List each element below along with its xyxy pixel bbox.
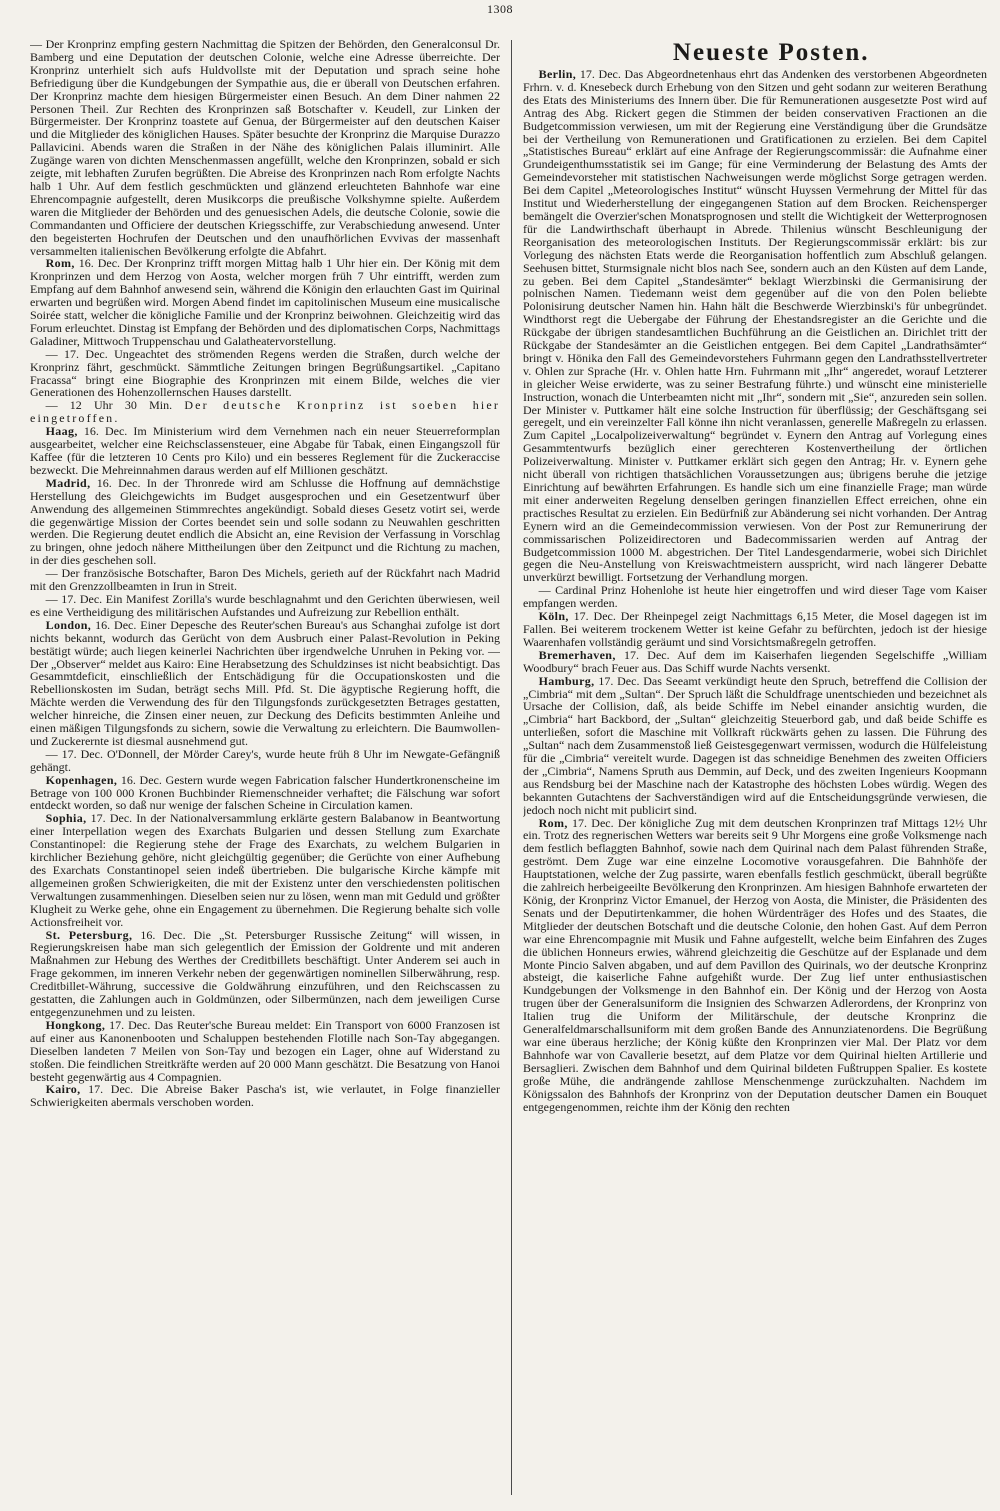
news-item [523,68,987,584]
news-item [523,610,987,649]
article-text: — Der französische Botschafter, Baron Des Michels, gerieth auf der Rückfahrt nach Madrid mit den Grenzzollbeamten in Irun in Streit. [30,566,500,594]
news-item [523,675,987,817]
news-item [523,584,987,610]
article-text: 16. Dec. Gestern wurde wegen Fabrication falscher Hundertkronenscheine im Betrage von 100 000 Kronen Buchbinder Riemenschneider verhaftet; die Fälschung war sofort entdeckt worden, so daß nur wenige der falschen Scheine in Circulation kamen. [30,772,500,813]
article-text: 16. Dec. In der Thronrede wird am Schlusse die Hoffnung auf demnächstige Herstellung des Gleichgewichts im Budget ausgesprochen und ein Gesetzentwurf über Anwendung des allgemeinen Stimmrechtes angekündigt. Sobald dieses Gesetz votirt sei, werde die gegenwärtige Mission der Cortes beendet sein und solle sodann zu Neuwahlen geschritten werden. Die Regierung deutet endlich die Absicht an, eine Revision der Verfassung in Vorschlag zu bringen, ohne jedoch nähere Mittheilungen über den Zeitpunct und die Richtung zu machen, in der dies geschehen soll. [30,475,500,568]
news-item [30,348,500,400]
dateline: Kairo, [45,1082,81,1097]
section-heading: Neueste Posten. [672,39,870,66]
dateline: Bremerhaven, [538,647,616,662]
article-text: — Der Kronprinz empfing gestern Nachmittag die Spitzen der Behörden, den Generalconsul Dr. Bamberg und eine Deputation der deutschen Colonie, welche eine Adresse überreichte. Der Kronprinz unterhielt sich aufs Huldvollste mit der Deputation und sprach seine hohe Befriedigung über die Kundgebungen der Sympathie aus, die er überall von Deutschen erfahren. Der Kronprinz machte dem hiesigen Bürgermeister einen Besuch. An dem Diner nahmen 22 Personen Theil. Zur Rechten des Kronprinzen saß Botschafter v. Keudell, zur Linken der Bürgermeister. Der Kronprinz toastete auf Genua, der Bürgermeister auf den deutschen Kaiser und die Mitglieder des königlichen Hauses. Später besuchte der Kronprinz die Marquise Durazzo Pallavicini. Abends waren die Straßen in der Nähe des königlichen Palais illuminirt. Alle Zugänge waren von dichten Menschenmassen angefüllt, welche den Kronprinzen, sobald er sich zeigte, mit lebhaften Zurufen begrüßten. Die Abreise des Kronprinzen nach Rom erfolgte Nachts halb 1 Uhr. Auf dem festlich geschmückten und glänzend erleuchteten Bahnhofe war eine Ehrencompagnie aufgestellt, deren Musikcorps die preußische Volkshymne spielte. Außerdem waren die Mitglieder der Behörden und des genuesischen Adels, die deutsche Colonie, sowie die Commandanten und Officiere der deutschen Kriegsschiffe, zur Verabschiedung anwesend. Unter den begeisterten Hochrufen der Deutschen und den unaufhörlichen Evvivas der massenhaft versammelten italienischen Bevölkerung erfolgte die Abfahrt. [30,38,500,258]
article-text: 16. Dec. Einer Depesche des Reuter'schen Bureau's aus Schanghai zufolge ist dort nichts bekannt, wodurch das Gerücht von dem Ausbruch einer Palast-Revolution in Peking bestätigt würde; auch liegen keinerlei Nachrichten über irgendwelche Unruhen in Peking vor. — Der „Observer“ meldet aus Kairo: Eine Herabsetzung des Schuldzinses ist nicht beabsichtigt. Das Gesammtdeficit, einschließlich der Entschädigung für die Occupationskosten und die Rebellionskosten im Sudan, beträgt sechs Mill. Pfd. St. Die ägyptische Regierung hofft, die Mächte werden die Verwendung des für den Tilgungsfonds zurückgesetzten Betrages gestatten, welcher hinreiche, die Zinsen einer neuen, zur Deckung des Deficits bestimmten Anleihe und einen mäßigen Tilgungsfonds zu sichern, sowie die Verwaltung zu erleichtern. Die Baumwollen- und Zuckerernte ist diesmal ausnehmend gut. [30,617,500,748]
article-text: 16. Dec. Im Ministerium wird dem Vernehmen nach ein neuer Steuerreformplan ausgearbeitet, welcher eine Reichsclassensteuer, eine Abgabe für Tabak, einen Eingangszoll für Kaffee (für die letzteren 10 Cents pro Kilo) und ein besseres Reglement für die Zuckeraccise bezweckt. Die Mehreinnahmen daraus werden auf elf Millionen geschätzt. [30,424,500,477]
article-text: 17. Dec. Auf dem im Kaiserhafen liegenden Segelschiffe „William Woodbury“ brach Feuer aus. Das Schiff wurde Nachts versenkt. [523,647,987,675]
column-divider [511,40,512,1495]
article-emphasis: Der deutsche Kronprinz ist soeben hier eingetroffen. [30,398,500,426]
dateline: Berlin, [538,67,577,81]
article-text: 17. Dec. Das Reuter'sche Bureau meldet: Ein Transport von 6000 Franzosen ist auf einer aus Kanonenbooten und Schaluppen bestehenden Flotille nach Son-Tay abgegangen. Dieselben landeten 7 Meilen von Son-Tay und bezogen ein Lager, ohne auf Widerstand zu stoßen. Die feindlichen Streitkräfte werden auf 20 000 Mann geschätzt. Die Besatzung von Hanoi besteht gegenwärtig aus 4 Compagnien. [30,1017,500,1084]
article-text: 17. Dec. In der Nationalversammlung erklärte gestern Balabanow in Beantwortung einer Interpellation wegen des Exarchats Bulgarien und dessen Stellung zum Exarchate Constantinopel: die Regierung stehe der Frage des Exarchats, zu welchem Bulgarien in kirchlicher Beziehung gehöre, nicht gleichgültig gegenüber; die Gerüchte von einer Aufhebung des Exarchats Constantinopel seien indeß übertrieben. Die bulgarische Kirche kämpfe mit allgemeinen großen Schwierigkeiten, die mit der Existenz unter den verschiedensten politischen Verwaltungen zusammenhingen. Dieselben seien nur zu lösen, wenn man mit Geduld und größter Klugheit zu Werke gehe, ohne ein Engagement zu übernehmen. Die Regierung behalte sich volle Actionsfreiheit vor. [30,811,500,929]
news-item [30,257,500,347]
news-item [30,38,500,257]
dateline: Hongkong, [45,1017,106,1032]
dateline: Madrid, [45,475,91,490]
page-number: 1308 [487,2,513,16]
dateline: Kopenhagen, [45,772,118,787]
article-text: 17. Dec. Der königliche Zug mit dem deutschen Kronprinzen traf Mittags 12½ Uhr ein. Trotz des regnerischen Wetters war bereits seit 9 Uhr Morgens eine große Volksmenge nach dem festlich beflaggten Bahnhof, sowie nach dem Quirinal nach dem Palast führenden Straße, geströmt. Dem Zuge war eine einzelne Locomotive vorausgefahren. Die Bahnhöfe der Hauptstationen, welche der Zug passirte, waren ebenfalls festlich geschmückt, überall begrüßte die zahlreich herbeigeeilte Bevölkerung den Kronprinzen. Am hiesigen Bahnhofe erwarteten der König, der Kronprinz Victor Emanuel, der Herzog von Aosta, die Minister, die Präsidenten des Senats und der Deputirtenkammer, die hohen Würdenträger des Hofes und des Staates, die Mitglieder der deutschen Botschaft und die deutsche Colonie, den hohen Gast. Auf dem Perron war eine Ehrencompagnie mit Musik und Fahne aufgestellt, welche beim Einfahren des Zuges die üblichen Honneurs erwies, während gleichzeitig die Geschütze auf der Esplanade und dem Monte Pincio Salven abgaben, und auf dem Pavillon des Quirinals, wo der deutsche Kronprinz absteigt, die kaiserliche Fahne aufgehißt wurde. Der Zug lief unter enthusiastischen Kundgebungen der Volksmenge in den Bahnhof ein. Der König und der Herzog von Aosta trugen über der Generalsuniform die Insignien des Schwarzen Adlerordens, der Kronprinz von Italien trug die Uniform der Militärschule, der deutsche Kronprinz die Generalfeldmarschallsuniform mit dem großen Bande des Annunziatenordens. Die Begrüßung war eine überaus herzliche; der König küßte den Kronprinzen vier Mal. Der Platz vor dem Bahnhofe war von Cavallerie besetzt, auf dem Platze vor dem Quirinal hielten Artillerie und Bersaglieri. Zwischen dem Bahnhof und dem Quirinal bildeten Fußtruppen Spalier. Es kostete große Mühe, die andrängende zahllose Menschenmenge zurückzuhalten. Nachdem im Königssalon des Bahnhofs der Kronprinz von der Deputation deutscher Damen ein Bouquet entgegengenommen, reichte ihm der König den rechten [523,815,987,1114]
right-column [523,38,987,1503]
news-item [523,817,987,1114]
dateline: St. Petersburg, [45,927,133,942]
news-item [30,929,500,1019]
news-item [30,748,500,774]
news-item [523,649,987,675]
article-text: 17. Dec. Das Seeamt verkündigt heute den Spruch, betreffend die Collision der „Cimbria“ mit dem „Sultan“. Der Spruch läßt die Schuldfrage unentschieden und bezeichnet als Ursache der Collision, daß, als beide Schiffe im Nebel einander ansichtig wurden, die „Cimbria“ hart Backbord, der „Sultan“ gleichzeitig Steuerbord gab, und daß beide Schiffe es unterließen, sofort die Maschine mit Vollkraft rückwärts gehen zu lassen. Die Führung des „Sultan“ nach dem Zusammenstoß ließ Geistesgegenwart vermissen, wodurch die Hülfeleistung für die „Cimbria“ vereitelt wurde. Dagegen ist das schneidige Benehmen des zweiten Officiers der „Cimbria“, Namens Spruth aus Demmin, auf Deck, und des zweiten Ingenieurs Koopmann aus Rendsburg bei der Maschine nach der Katastrophe des höchsten Lobes würdig. Wegen des bekannten Gutachtens der Sachverständigen wird auf die Entscheidungsgründe verwiesen, die jedoch noch nicht mit publicirt sind. [523,673,987,817]
news-item [30,774,500,813]
article-text: — 17. Dec. O'Donnell, der Mörder Carey's, wurde heute früh 8 Uhr im Newgate-Gefängniß gehängt. [30,746,500,774]
news-item [30,477,500,567]
article-text: — 12 Uhr 30 Min. [45,398,173,413]
article-text: 16. Dec. Die „St. Petersburger Russische Zeitung“ will wissen, in Regierungskreisen habe man sich gelegentlich der Emission der Goldrente und mit anderen Maßnahmen zur Hebung des Werthes der Creditbillets beschäftigt. Unter Anderem sei auch in Frage gekommen, im inneren Verkehr neben der gegenwärtigen nominellen Silberwährung, resp. Creditbillet-Währung, successive die Goldwährung einzuführen, und den Reichscassen zu gestatten, die Zahlungen auch in Goldmünzen, oder Silbermünzen, nach dem jeweiligen Curse entgegenzunehmen und zu leisten. [30,927,500,1019]
left-column [30,38,500,1503]
dateline: Hamburg, [538,673,595,688]
dateline: Rom, [45,256,75,271]
dateline: Haag, [45,424,78,439]
news-item [30,1083,500,1109]
article-text: — 17. Dec. Ungeachtet des strömenden Regens werden die Straßen, durch welche der Kronprinz fährt, geschmückt. Sämmtliche Zeitungen bringen Begrüßungsartikel. „Capitano Fracassa“ bringt eine Biographie des Kronprinzen mit einem Bilde, welches die vier Generationen des Hohenzollernschen Hauses darstellt. [30,346,500,400]
article-text: — 17. Dec. Ein Manifest Zorilla's wurde beschlagnahmt und den Gerichten überwiesen, weil es eine Vertheidigung des militärischen Aufstandes und Aufreizung zur Rebellion enthält. [30,591,500,619]
article-text: 17. Dec. Die Abreise Baker Pascha's ist, wie verlautet, in Folge finanzieller Schwierigkeiten abermals verschoben worden. [30,1082,500,1110]
dateline: Köln, [538,609,569,624]
dateline: Rom, [538,815,568,830]
news-item [30,425,500,477]
news-item [30,399,500,425]
article-text: 16. Dec. Der Kronprinz trifft morgen Mittag halb 1 Uhr hier ein. Der König mit dem Kronprinzen und dem Herzog von Aosta, welcher morgen früh 7 Uhr eintrifft, werden zum Empfang auf dem Bahnhof anwesend sein, während die Königin den erlauchten Gast im Quirinal erwarten und begrüßen wird. Morgen Abend findet im capitolinischen Museum eine musicalische Soirée statt, welcher die königliche Familie und der Kronprinz beiwohnen. Gleichzeitig wird das Forum erleuchtet. Dinstag ist Empfang der Behörden und des diplomatischen Corps, Nachmittags Galadiner, Mittwoch Truppenschau und Galatheatervorstellung. [30,256,500,348]
news-item [30,593,500,619]
news-item [30,619,500,748]
dateline: Sophia, [45,811,87,826]
news-item [30,812,500,928]
article-text: 17. Dec. Der Rheinpegel zeigt Nachmittags 6,15 Meter, die Mosel dagegen ist im Fallen. Bei weiterem trockenem Wetter ist keine Gefahr zu befürchten, jedoch ist der hiesige Waarenhafen vollständig geräumt und sind Vorsichtsmaßregeln getroffen. [523,609,987,649]
article-text: — Cardinal Prinz Hohenlohe ist heute hier eingetroffen und wird dieser Tage vom Kaiser empfangen werden. [523,583,987,611]
news-item [30,1019,500,1084]
article-text: 17. Dec. Das Abgeordnetenhaus ehrt das Andenken des verstorbenen Abgeordneten Frhrn. v. d. Knesebeck durch Erhebung von den Sitzen und geht sodann zur weiteren Berathung des Etats des Ministeriums des Innern über. Die für Remunerationen ausgesetzte Post wird auf Antrag des Abg. Rickert gegen die Stimmen der beiden conservativen Fractionen an die Budgetcommission verwiesen, um mit der Regierung eine Verständigung über die Grundsätze bei der Vertheilung von Remunerationen und Gratificationen zu erzielen. Bei dem Capitel „Statistisches Bureau“ erklärt auf eine Anfrage der Regierungscommissär: die Aufnahme einer Grundeigenthumsstatistik sei im Gange; für eine Verminderung der Belastung des Amts der Gemeindevorsteher mit statistischen Nachweisungen werde möglichst Sorge getragen werden. Bei dem Capitel „Meteorologisches Institut“ wünscht Huyssen Vermehrung der Mittel für das Institut und Wiederherstellung der eingegangenen Station auf dem Brocken. Reichensperger bemängelt die Overzier'schen Monatsprognosen und stellt die Wichtigkeit der Wetterprognosen für die Landwirthschaft überhaupt in Abrede. Thilenius wünscht Beschleunigung der Reorganisation des meteorologischen Instituts. Der Regierungscommissär erklärt: bis zur Vorlegung des nächsten Etats werde die Reorganisation hoffentlich zum Abschluß gelangen. Seehusen bittet, Sturmsignale nicht blos nach See, sondern auch an den Küsten auf dem Lande, zu geben. Bei dem Capitel „Standesämter“ beklagt Wierzbinski die Germanisirung der polnischen Namen. Tiedemann weist dem gegenüber auf die von den Polen beliebte Polonisirung deutscher Namen hin. Hahn hält die Beschwerde Wierzbinski's für unbegründet. Windthorst regt die Uebergabe der Führung der Ehestandsregister an die Gerichte und die Rückgabe der übrigen standesamtlichen Buchführung an die Geistlichen an. Dirichlet tritt der Rückgabe der Standesämter an die Geistlichen entgegen. Bei dem Capitel „Landrathsämter“ bringt v. Hönika den Fall des Gemeindevorstehers Fuhrmann gegen den Landrathsstellvertreter v. Ohlen zur Sprache (Hr. v. Ohlen hatte Hrn. Fuhrmann mit „Ihr“ angeredet, worauf Letzterer in gleicher Weise erwiderte, was zu seiner Bestrafung führte.) und wünscht eine ministerielle Instruction, wonach die Unterbeamten nicht mit „Ihr“, sondern mit „Sie“, anzureden sein sollen. Der Minister v. Puttkamer hält eine solche Instruction für überflüssig; der Geschäftsgang sei geregelt, und ein vereinzelter Fall könne ihn nicht veranlassen, generelle Maßregeln zu erlassen. Zum Capitel „Localpolizeiverwaltung“ begründet v. Eynern den Antrag auf Vorlegung eines Gesammtentwurfs bezüglich einer gerechteren Kostenvertheilung der örtlichen Polizeiverwaltung. Minister v. Puttkamer erklärt sich gegen den Antrag; Hr. v. Eynern gehe nicht überall von richtigen thatsächlichen Voraussetzungen aus; übrigens beruhe die jetzige Einrichtung auf bewährten Erfahrungen. Es handle sich um eine finanzielle Frage; man würde mit einer anderweiten Regelung denselben geringen finanziellen Effect erreichen, ohne ein practisches Resultat zu erzielen. Ein Bedürfniß zur Abänderung sei nicht vorhanden. Der Antrag Eynern wird an die Gemeindecommission verwiesen. Von der Post zur Remunerirung der commissarischen Polizeidirectoren und Badecommissarien werden auf Antrag der Budgetcommission 1000 M. abgestrichen. Der Titel Landesgendarmerie, wobei sich Dirichlet gegen die Neu-Anstellung von Kreiswachtmeistern ausspricht, wird nach längerer Debatte unverkürzt bewilligt. Fortsetzung der Verhandlung morgen. [523,67,987,585]
dateline: London, [45,617,92,632]
news-item [30,567,500,593]
